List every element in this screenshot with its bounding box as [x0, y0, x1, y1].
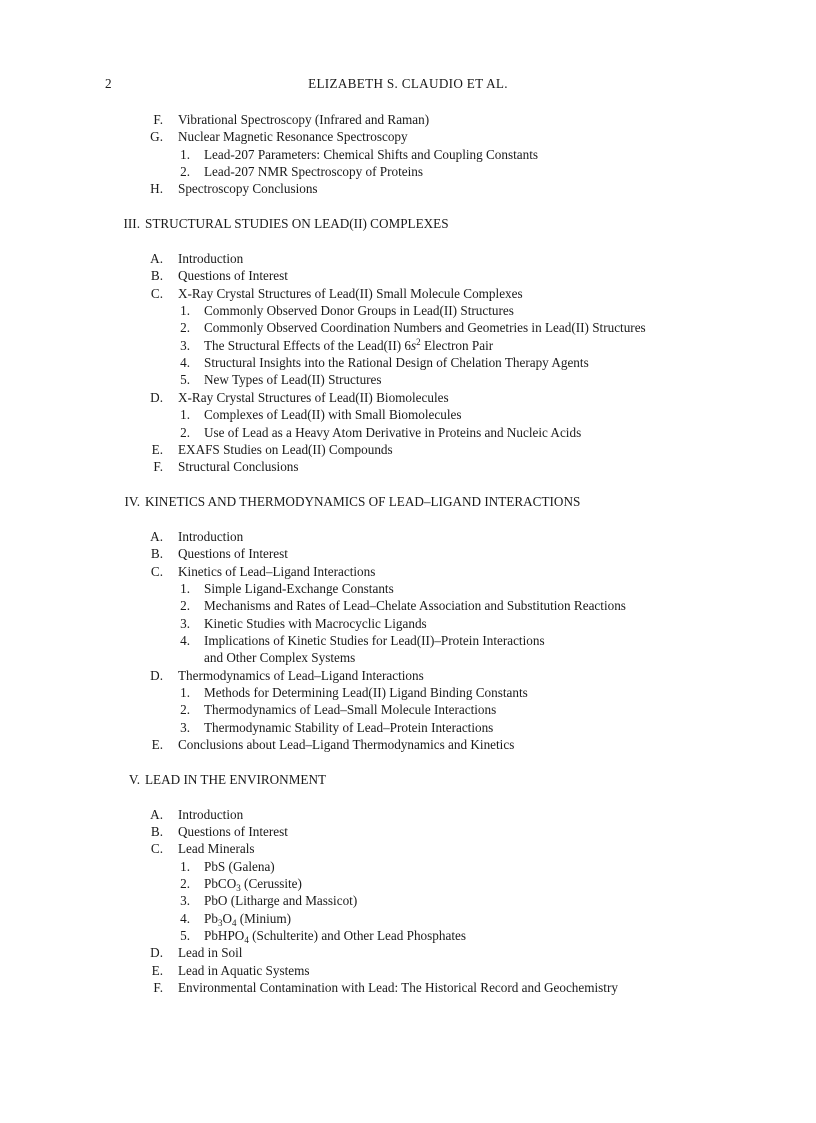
- toc-subsection-label: F.: [153, 459, 163, 475]
- toc-section-title: KINETICS AND THERMODYNAMICS OF LEAD–LIGAND INTERACTIONS: [145, 494, 581, 510]
- toc-item-label: 3.: [180, 893, 190, 909]
- toc-item-text: Structural Insights into the Rational Design of Chelation Therapy Agents: [204, 355, 589, 371]
- toc-item-text-italic: s: [411, 337, 417, 353]
- toc-item-label: 2.: [180, 424, 190, 440]
- toc-item-label: 5.: [180, 372, 190, 388]
- toc-subsection: [0, 389, 816, 406]
- toc-item-text: Thermodynamic Stability of Lead–Protein Interactions: [204, 719, 494, 735]
- toc-item: [0, 371, 816, 388]
- toc-item-text: [204, 875, 302, 892]
- toc-item: [0, 406, 816, 423]
- toc-item: [0, 719, 816, 736]
- toc-subsection: [0, 979, 816, 996]
- toc-subsection-label: A.: [150, 806, 163, 822]
- toc-subsection: [0, 441, 816, 458]
- toc-subsection: [0, 944, 816, 961]
- toc-subsection-label: C.: [150, 285, 163, 301]
- toc-subsection: [0, 250, 816, 267]
- toc-item-text: Implications of Kinetic Studies for Lead(II)–Protein Interactions: [204, 632, 545, 648]
- toc-section-heading: [0, 215, 816, 232]
- toc-subsection-label: A.: [150, 528, 163, 544]
- toc-subsection-title: Spectroscopy Conclusions: [178, 181, 318, 197]
- toc-subsection-label: B.: [150, 268, 163, 284]
- toc-item-text: New Types of Lead(II) Structures: [204, 372, 382, 388]
- table-of-contents: [0, 111, 816, 996]
- toc-section-heading: [0, 493, 816, 510]
- toc-item-label: 1.: [180, 303, 190, 319]
- toc-item-text: [204, 927, 466, 944]
- toc-subsection-label: F.: [153, 112, 163, 127]
- chemical-formula: PbCO: [204, 876, 237, 892]
- toc-item: [0, 319, 816, 336]
- toc-subsection: [0, 736, 816, 753]
- toc-subsection-title: Lead in Soil: [178, 945, 243, 961]
- toc-subsection: [0, 267, 816, 284]
- formula-subscript: 4: [244, 935, 249, 946]
- formula-subscript: 4: [231, 917, 237, 928]
- page-header: [0, 76, 816, 94]
- toc-subsection-title: Introduction: [178, 528, 244, 544]
- chemical-formula: O: [222, 910, 232, 926]
- toc-item-text: Use of Lead as a Heavy Atom Derivative in Proteins and Nucleic Acids: [204, 424, 582, 440]
- toc-item-label: 4.: [180, 632, 190, 648]
- toc-item-text-part: (Minium): [236, 910, 292, 926]
- toc-item: [0, 875, 816, 892]
- toc-item-text-part: Electron Pair: [420, 337, 494, 353]
- toc-item: [0, 597, 816, 614]
- toc-subsection-title: Lead in Aquatic Systems: [178, 962, 310, 978]
- toc-item: [0, 927, 816, 944]
- toc-item-label: 2.: [180, 164, 190, 180]
- toc-subsection-label: B.: [150, 546, 163, 562]
- toc-subsection: [0, 667, 816, 684]
- formula-subscript: 3: [236, 883, 241, 894]
- toc-subsection-title: X-Ray Crystal Structures of Lead(II) Small Molecule Complexes: [178, 285, 523, 301]
- toc-item-label: 4.: [180, 355, 190, 371]
- toc-subsection: [0, 458, 816, 475]
- toc-subsection-title: X-Ray Crystal Structures of Lead(II) Biomolecules: [178, 389, 449, 405]
- toc-item-continuation: [0, 649, 816, 666]
- toc-item-text: Lead-207 Parameters: Chemical Shifts and Coupling Constants: [204, 146, 539, 162]
- toc-subsection: [0, 285, 816, 302]
- toc-item: [0, 910, 816, 927]
- toc-subsection-label: E.: [151, 737, 163, 752]
- toc-section-heading: [0, 771, 816, 788]
- toc-section-title: STRUCTURAL STUDIES ON LEAD(II) COMPLEXES: [145, 216, 449, 232]
- toc-subsection-title: Conclusions about Lead–Ligand Thermodynamics and Kinetics: [178, 737, 515, 752]
- toc-item-text-part: (Schulterite) and Other Lead Phosphates: [248, 928, 466, 944]
- toc-subsection: [0, 545, 816, 562]
- toc-item-text: Kinetic Studies with Macrocyclic Ligands: [204, 615, 427, 631]
- toc-item: [0, 701, 816, 718]
- toc-subsection: [0, 823, 816, 840]
- toc-item-text: Thermodynamics of Lead–Small Molecule Interactions: [204, 702, 497, 718]
- toc-subsection-label: A.: [150, 251, 163, 267]
- toc-item: [0, 146, 816, 163]
- toc-item-text: [204, 910, 291, 927]
- toc-item-label: 3.: [180, 719, 190, 735]
- toc-subsection-label: E.: [151, 441, 163, 457]
- toc-section-label: IV.: [124, 494, 140, 510]
- toc-subsection-title: Questions of Interest: [178, 546, 288, 562]
- toc-item-text: [204, 337, 493, 354]
- toc-item-label: 2.: [180, 598, 190, 614]
- toc-item-text: Lead-207 NMR Spectroscopy of Proteins: [204, 164, 424, 180]
- toc-subsection: [0, 111, 816, 128]
- toc-subsection-title: Questions of Interest: [178, 268, 288, 284]
- toc-subsection-title: Introduction: [178, 251, 244, 267]
- toc-item: [0, 302, 816, 319]
- toc-item-text: PbO (Litharge and Massicot): [204, 893, 358, 909]
- toc-item: [0, 424, 816, 441]
- toc-subsection-label: F.: [153, 980, 163, 996]
- toc-section-title: LEAD IN THE ENVIRONMENT: [145, 771, 327, 787]
- toc-item: [0, 354, 816, 371]
- toc-subsection-title: Questions of Interest: [178, 824, 288, 840]
- toc-subsection-label: G.: [150, 129, 163, 145]
- toc-item-label: 1.: [180, 580, 190, 596]
- toc-item-text: Complexes of Lead(II) with Small Biomolecules: [204, 407, 462, 423]
- toc-subsection-label: D.: [150, 389, 163, 405]
- toc-item-label: 3.: [180, 337, 190, 353]
- toc-subsection-title: Thermodynamics of Lead–Ligand Interactions: [178, 667, 424, 683]
- toc-subsection-label: D.: [150, 945, 163, 961]
- page-number: 2: [105, 76, 112, 91]
- toc-item-text: PbS (Galena): [204, 858, 275, 874]
- toc-subsection: [0, 180, 816, 197]
- toc-item: [0, 858, 816, 875]
- toc-section-label: V.: [128, 771, 140, 787]
- toc-item-text: Simple Ligand-Exchange Constants: [204, 580, 394, 596]
- toc-item-text: Commonly Observed Donor Groups in Lead(II) Structures: [204, 303, 514, 319]
- toc-subsection: [0, 563, 816, 580]
- chemical-formula: Pb: [204, 910, 218, 926]
- toc-item-label: 1.: [180, 684, 190, 700]
- toc-item-text-part: (Cerussite): [240, 876, 302, 892]
- toc-item-label: 2.: [180, 702, 190, 718]
- toc-item-label: 1.: [180, 146, 190, 162]
- toc-subsection-title: Vibrational Spectroscopy (Infrared and Raman): [178, 112, 430, 127]
- toc-item-label: 1.: [180, 858, 190, 874]
- toc-item: [0, 337, 816, 354]
- chemical-formula: PbHPO: [204, 928, 245, 944]
- toc-item: [0, 892, 816, 909]
- toc-item-superscript: 2: [416, 336, 421, 347]
- toc-subsection-label: D.: [150, 667, 163, 683]
- toc-subsection-title: Lead Minerals: [178, 841, 255, 857]
- toc-subsection-title: Introduction: [178, 806, 244, 822]
- toc-item-label: 3.: [180, 615, 190, 631]
- toc-subsection: [0, 528, 816, 545]
- toc-section-label: III.: [123, 216, 140, 232]
- toc-item-text: Commonly Observed Coordination Numbers and Geometries in Lead(II) Structures: [204, 320, 646, 336]
- toc-subsection-title: EXAFS Studies on Lead(II) Compounds: [178, 441, 393, 457]
- toc-subsection-title: Nuclear Magnetic Resonance Spectroscopy: [178, 129, 408, 145]
- toc-subsection: [0, 128, 816, 145]
- toc-subsection-title: Environmental Contamination with Lead: The Historical Record and Geochemistry: [178, 980, 618, 996]
- toc-item: [0, 163, 816, 180]
- toc-subsection: [0, 840, 816, 857]
- toc-subsection: [0, 962, 816, 979]
- toc-subsection-label: E.: [151, 962, 163, 978]
- running-head: ELIZABETH S. CLAUDIO ET AL.: [308, 76, 508, 91]
- toc-item-label: 2.: [180, 320, 190, 336]
- toc-item-label: 4.: [180, 910, 190, 926]
- toc-item: [0, 632, 816, 649]
- toc-item-text: Methods for Determining Lead(II) Ligand Binding Constants: [204, 684, 528, 700]
- toc-item-label: 1.: [180, 407, 190, 423]
- toc-item: [0, 684, 816, 701]
- formula-subscript: 3: [217, 917, 223, 928]
- toc-item-text-part: The Structural Effects of the Lead(II) 6: [204, 337, 412, 353]
- toc-subsection-label: H.: [150, 181, 163, 197]
- toc-subsection-label: C.: [150, 841, 163, 857]
- toc-subsection-label: B.: [150, 824, 163, 840]
- toc-subsection-title: Structural Conclusions: [178, 459, 299, 475]
- toc-item-text: and Other Complex Systems: [204, 650, 356, 666]
- toc-item: [0, 580, 816, 597]
- toc-subsection-label: C.: [150, 563, 163, 579]
- toc-item-label: 2.: [180, 876, 190, 892]
- toc-item: [0, 615, 816, 632]
- toc-subsection: [0, 806, 816, 823]
- toc-item-label: 5.: [180, 928, 190, 944]
- toc-item-text: Mechanisms and Rates of Lead–Chelate Association and Substitution Reactions: [204, 598, 626, 614]
- toc-subsection-title: Kinetics of Lead–Ligand Interactions: [178, 563, 376, 579]
